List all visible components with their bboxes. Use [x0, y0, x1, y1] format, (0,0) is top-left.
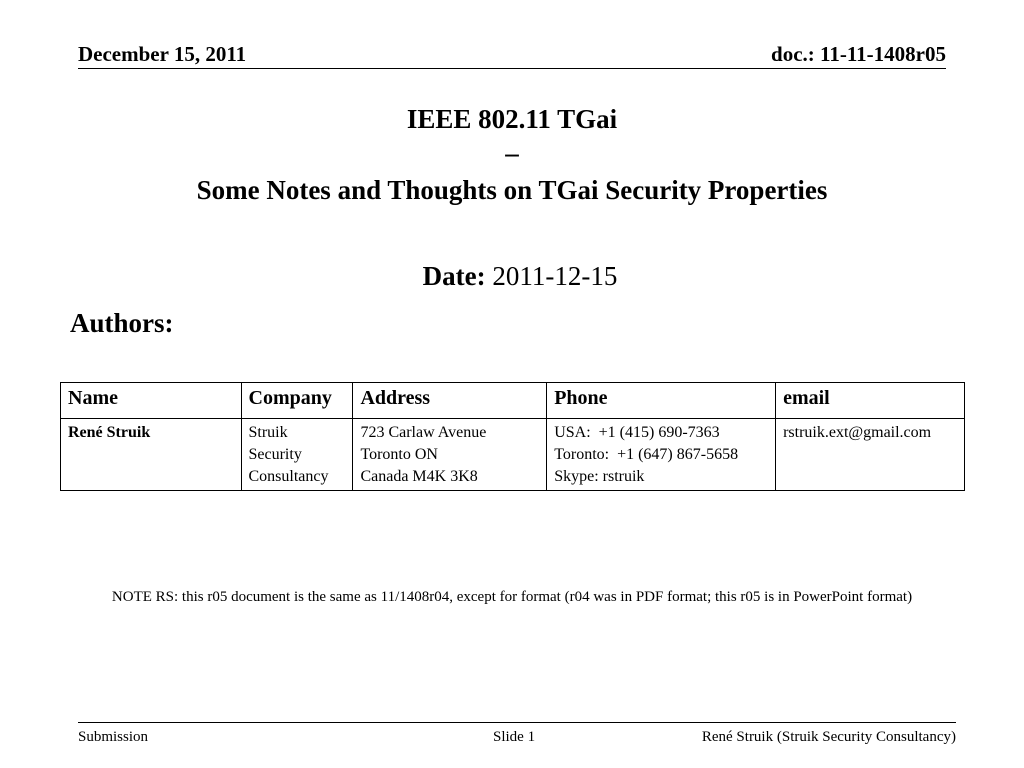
authors-table [60, 382, 965, 491]
footer-slide-number: Slide 1 [493, 729, 536, 745]
slide-header [78, 40, 946, 69]
header-date: December 15, 2011 [78, 42, 247, 66]
header-phone: Phone [547, 383, 776, 419]
header-email: email [776, 383, 965, 419]
date-line [0, 261, 1024, 292]
address-line: 723 Carlaw Avenue [360, 424, 487, 441]
date-value: 2011-12-15 [485, 261, 618, 291]
footer-submission: Submission [78, 729, 149, 745]
title-line-1: IEEE 802.11 TGai [406, 104, 618, 134]
address-line: Toronto ON [360, 446, 438, 463]
address-line: Canada M4K 3K8 [360, 468, 478, 485]
phone-line: USA: +1 (415) 690-7363 [554, 424, 720, 441]
slide-footer [78, 722, 956, 749]
title-dash: – [505, 138, 519, 168]
footer-author: René Struik (Struik Security Consultancy) [701, 729, 956, 745]
company-line: Security [248, 446, 302, 463]
phone-line: Toronto: +1 (647) 867-5658 [554, 446, 739, 463]
author-name: René Struik [61, 419, 242, 491]
header-doc-id: doc.: 11-11-1408r05 [771, 42, 946, 66]
header-name: Name [61, 383, 242, 419]
note-text: NOTE RS: this r05 document is the same as 11/1408r04, except for format (r04 was in PDF format; this r05 is in PowerPoint format) [111, 589, 913, 605]
author-email: rstruik.ext@gmail.com [776, 419, 965, 491]
phone-line: Skype: rstruik [554, 468, 645, 485]
author-phone [547, 419, 776, 491]
company-line: Consultancy [248, 468, 329, 485]
table-header-row [61, 383, 965, 419]
header-address: Address [353, 383, 547, 419]
date-label: Date: [422, 261, 486, 291]
table-row [61, 419, 965, 491]
authors-heading: Authors: [70, 308, 174, 338]
author-address [353, 419, 547, 491]
company-line: Struik [248, 424, 288, 441]
title-line-2: Some Notes and Thoughts on TGai Security Properties [196, 175, 828, 205]
header-company: Company [241, 383, 353, 419]
author-company [241, 419, 353, 491]
